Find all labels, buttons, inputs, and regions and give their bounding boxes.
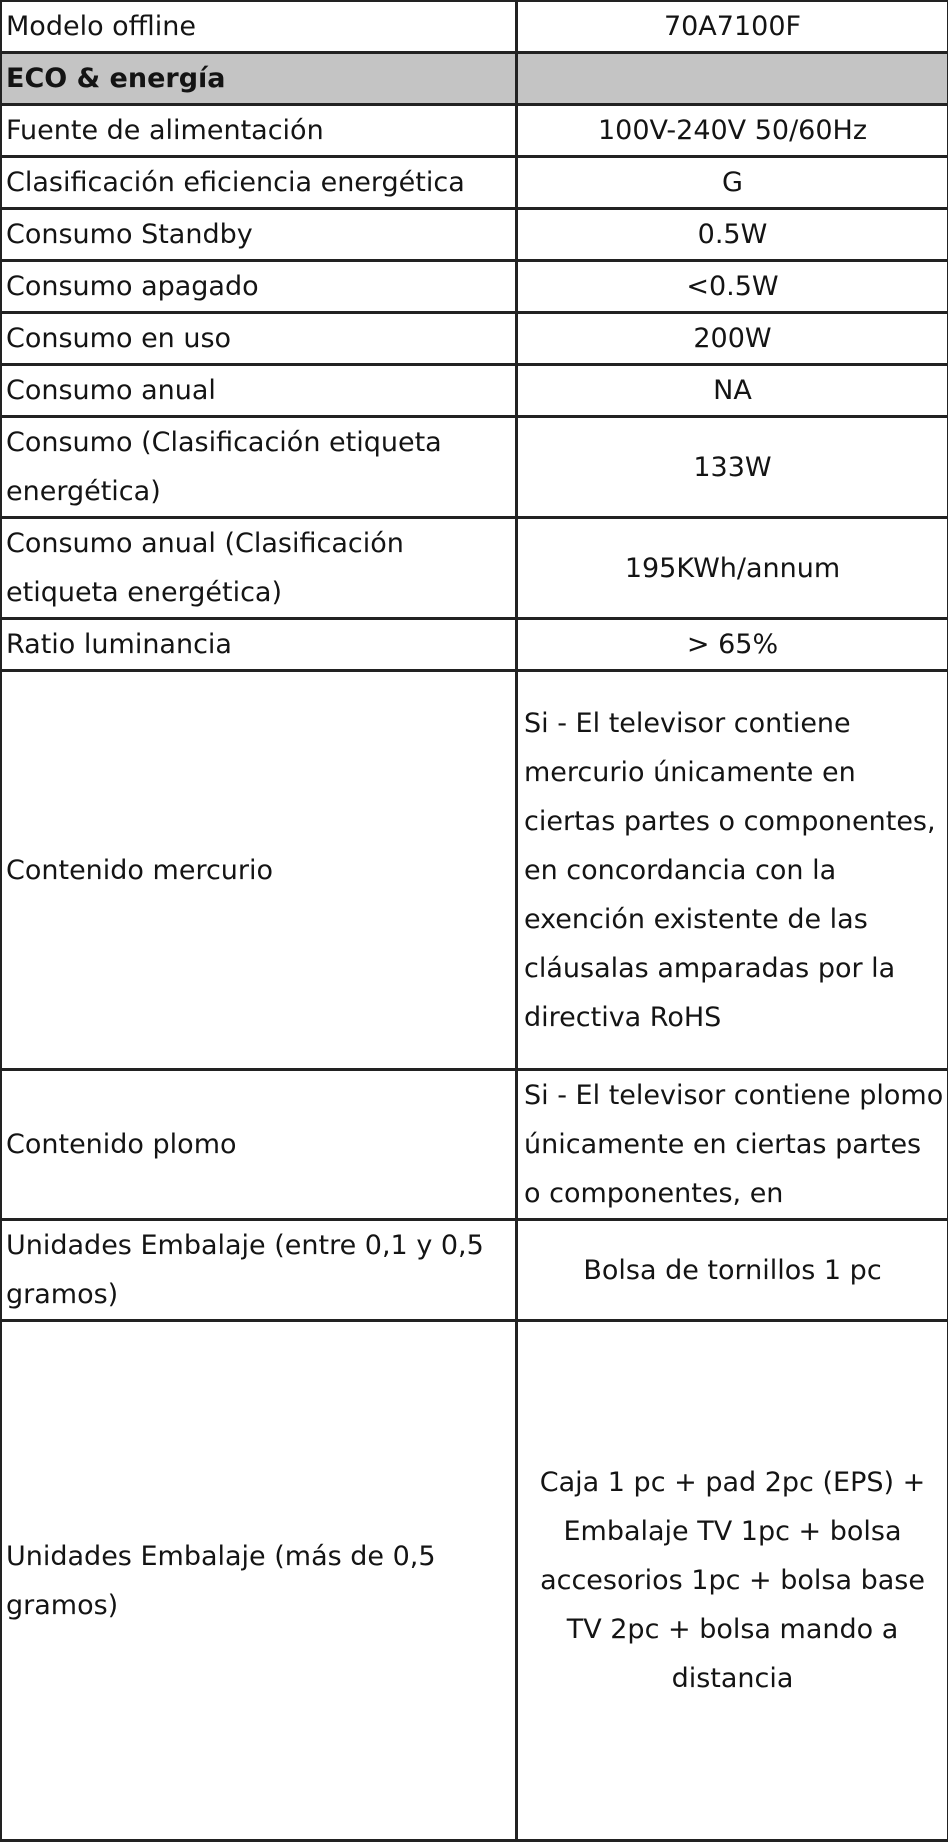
- table-row: [1, 619, 948, 671]
- row-label-fuente-alimentacion: Fuente de alimentación: [1, 105, 517, 157]
- row-value-contenido-mercurio: Si - El televisor contiene mercurio únicamente en ciertas partes o componentes, en concordancia con la exención existente de las cláusalas amparadas por la directiva RoHS: [517, 671, 948, 1070]
- table-row: [1, 1, 948, 53]
- section-header-row: [1, 53, 948, 105]
- row-value-embalaje-pequeno: Bolsa de tornillos 1 pc: [517, 1220, 948, 1321]
- row-label-consumo-etiqueta: Consumo (Clasificación etiqueta energética): [1, 417, 517, 518]
- table-row: [1, 105, 948, 157]
- row-value-consumo-apagado: <0.5W: [517, 261, 948, 313]
- table-row: [1, 261, 948, 313]
- row-label-consumo-en-uso: Consumo en uso: [1, 313, 517, 365]
- row-label-consumo-standby: Consumo Standby: [1, 209, 517, 261]
- table-row: [1, 1321, 948, 1841]
- row-value-consumo-en-uso: 200W: [517, 313, 948, 365]
- table-row: [1, 671, 948, 1070]
- row-label-consumo-anual: Consumo anual: [1, 365, 517, 417]
- row-label-consumo-anual-etiqueta: Consumo anual (Clasificación etiqueta energética): [1, 518, 517, 619]
- row-label-embalaje-grande: Unidades Embalaje (más de 0,5 gramos): [1, 1321, 517, 1841]
- row-value-consumo-standby: 0.5W: [517, 209, 948, 261]
- row-value-modelo-offline: 70A7100F: [517, 1, 948, 53]
- row-label-embalaje-pequeno: Unidades Embalaje (entre 0,1 y 0,5 gramos): [1, 1220, 517, 1321]
- row-label-consumo-apagado: Consumo apagado: [1, 261, 517, 313]
- row-value-ratio-luminancia: > 65%: [517, 619, 948, 671]
- table-row: [1, 209, 948, 261]
- table-row: [1, 365, 948, 417]
- row-value-consumo-anual-etiqueta: 195KWh/annum: [517, 518, 948, 619]
- row-label-clasificacion-eficiencia: Clasificación eficiencia energética: [1, 157, 517, 209]
- row-value-consumo-anual: NA: [517, 365, 948, 417]
- table-row: [1, 157, 948, 209]
- table-row: [1, 417, 948, 518]
- row-label-contenido-mercurio: Contenido mercurio: [1, 671, 517, 1070]
- table-row: [1, 313, 948, 365]
- plomo-value-text: Si - El televisor contiene plomo únicamente en ciertas partes o componentes, en: [524, 1071, 945, 1218]
- row-value-embalaje-grande: Caja 1 pc + pad 2pc (EPS) + Embalaje TV 1pc + bolsa accesorios 1pc + bolsa base TV 2pc + bolsa mando a distancia: [517, 1321, 948, 1841]
- table-row: [1, 518, 948, 619]
- row-label-modelo-offline: Modelo offline: [1, 1, 517, 53]
- row-value-contenido-plomo: [517, 1070, 948, 1220]
- table-row: [1, 1220, 948, 1321]
- row-label-ratio-luminancia: Ratio luminancia: [1, 619, 517, 671]
- table-row: [1, 1070, 948, 1220]
- row-value-fuente-alimentacion: 100V-240V 50/60Hz: [517, 105, 948, 157]
- section-header-eco-energia: ECO & energía: [1, 53, 517, 105]
- section-header-blank: [517, 53, 948, 105]
- row-value-consumo-etiqueta: 133W: [517, 417, 948, 518]
- row-value-clasificacion-eficiencia: G: [517, 157, 948, 209]
- row-label-contenido-plomo: Contenido plomo: [1, 1070, 517, 1220]
